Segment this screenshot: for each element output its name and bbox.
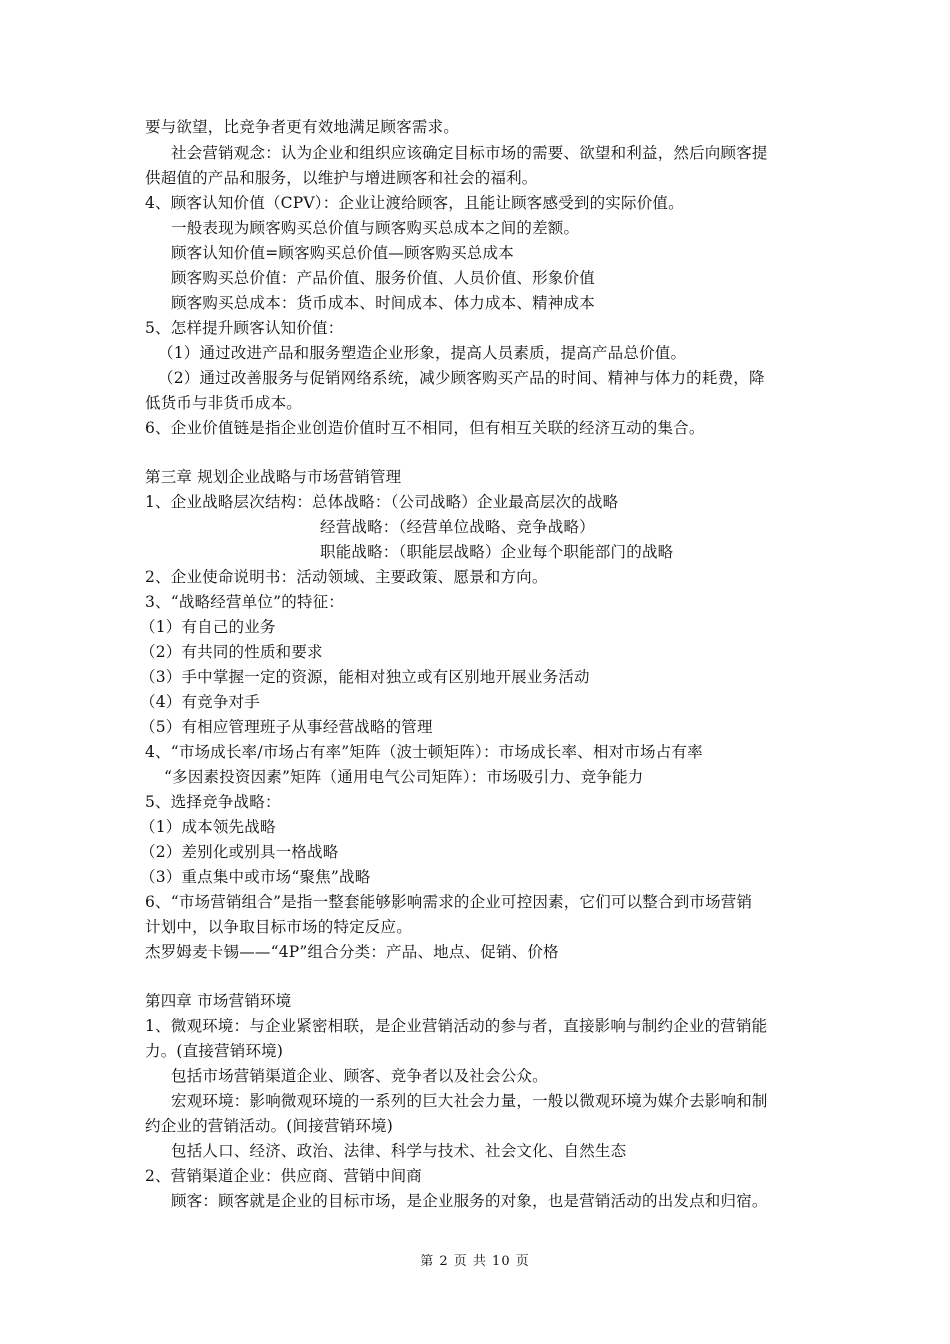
text-line: （3）手中掌握一定的资源，能相对独立或有区别地开展业务活动 [140,668,590,686]
chapter-heading: 第四章 市场营销环境 [145,992,292,1010]
text-line: 供超值的产品和服务，以维护与增进顾客和社会的福利。 [145,169,538,187]
text-line: 顾客购买总价值：产品价值、服务价值、人员价值、形象价值 [171,269,595,287]
text-line: 经营战略：（经营单位战略、竞争战略） [320,518,595,536]
text-line: 4、“市场成长率/市场占有率”矩阵（波士顿矩阵）：市场成长率、相对市场占有率 [145,743,703,761]
text-line: （1）成本领先战略 [140,818,276,836]
text-line: 低货币与非货币成本。 [145,394,303,412]
text-line: 5、选择竞争战略： [145,793,281,811]
text-line: （2）差别化或别具一格战略 [140,843,339,861]
chapter-heading: 第三章 规划企业战略与市场营销管理 [145,468,402,486]
page-footer: 第 2 页 共 10 页 [420,1254,530,1269]
text-line: （4）有竞争对手 [140,693,260,711]
text-line: 约企业的营销活动。(间接营销环境) [145,1117,393,1135]
text-line: 3、“战略经营单位”的特征： [145,593,345,611]
text-line: 包括市场营销渠道企业、顾客、竞争者以及社会公众。 [171,1067,548,1085]
text-line: （3）重点集中或市场“聚焦”战略 [140,868,371,886]
text-line: 要与欲望，比竞争者更有效地满足顾客需求。 [145,118,460,136]
text-line: 顾客认知价值=顾客购买总价值—顾客购买总成本 [171,244,514,262]
text-line: “多因素投资因素”矩阵（通用电气公司矩阵）：市场吸引力、竞争能力 [164,768,644,786]
text-line: （1）通过改进产品和服务塑造企业形象，提高人员素质，提高产品总价值。 [158,344,687,362]
text-line: 力。(直接营销环境) [145,1042,284,1060]
text-line: （1）有自己的业务 [140,618,276,636]
text-line: （2）通过改善服务与促销网络系统，减少顾客购买产品的时间、精神与体力的耗费，降 [158,369,765,387]
text-line: 4、顾客认知价值（CPV）：企业让渡给顾客，且能让顾客感受到的实际价值。 [145,194,684,212]
text-line: 社会营销观念：认为企业和组织应该确定目标市场的需要、欲望和利益，然后向顾客提 [171,144,768,162]
text-line: 杰罗姆麦卡锡——“4P”组合分类：产品、地点、促销、价格 [145,943,559,961]
text-line: 顾客购买总成本：货币成本、时间成本、体力成本、精神成本 [171,294,595,312]
text-line: 2、企业使命说明书：活动领域、主要政策、愿景和方向。 [145,568,548,586]
text-line: 计划中，以争取目标市场的特定反应。 [145,918,412,936]
text-line: 顾客：顾客就是企业的目标市场，是企业服务的对象，也是营销活动的出发点和归宿。 [171,1192,768,1210]
text-line: （2）有共同的性质和要求 [140,643,323,661]
text-line: 一般表现为顾客购买总价值与顾客购买总成本之间的差额。 [171,219,580,237]
text-line: 宏观环境：影响微观环境的一系列的巨大社会力量，一般以微观环境为媒介去影响和制 [171,1092,768,1110]
text-line: 职能战略：（职能层战略）企业每个职能部门的战略 [320,543,674,561]
text-line: 1、企业战略层次结构：总体战略：（公司战略）企业最高层次的战略 [145,493,619,511]
text-line: 5、怎样提升顾客认知价值： [145,319,344,337]
text-line: 2、营销渠道企业：供应商、营销中间商 [145,1167,422,1185]
text-line: 6、“市场营销组合”是指一整套能够影响需求的企业可控因素，它们可以整合到市场营销 [145,893,753,911]
text-line: 1、微观环境：与企业紧密相联，是企业营销活动的参与者，直接影响与制约企业的营销能 [145,1017,768,1035]
text-line: 包括人口、经济、政治、法律、科学与技术、社会文化、自然生态 [171,1142,627,1160]
text-line: 6、企业价值链是指企业创造价值时互不相同，但有相互关联的经济互动的集合。 [145,419,705,437]
text-line: （5）有相应管理班子从事经营战略的管理 [140,718,433,736]
